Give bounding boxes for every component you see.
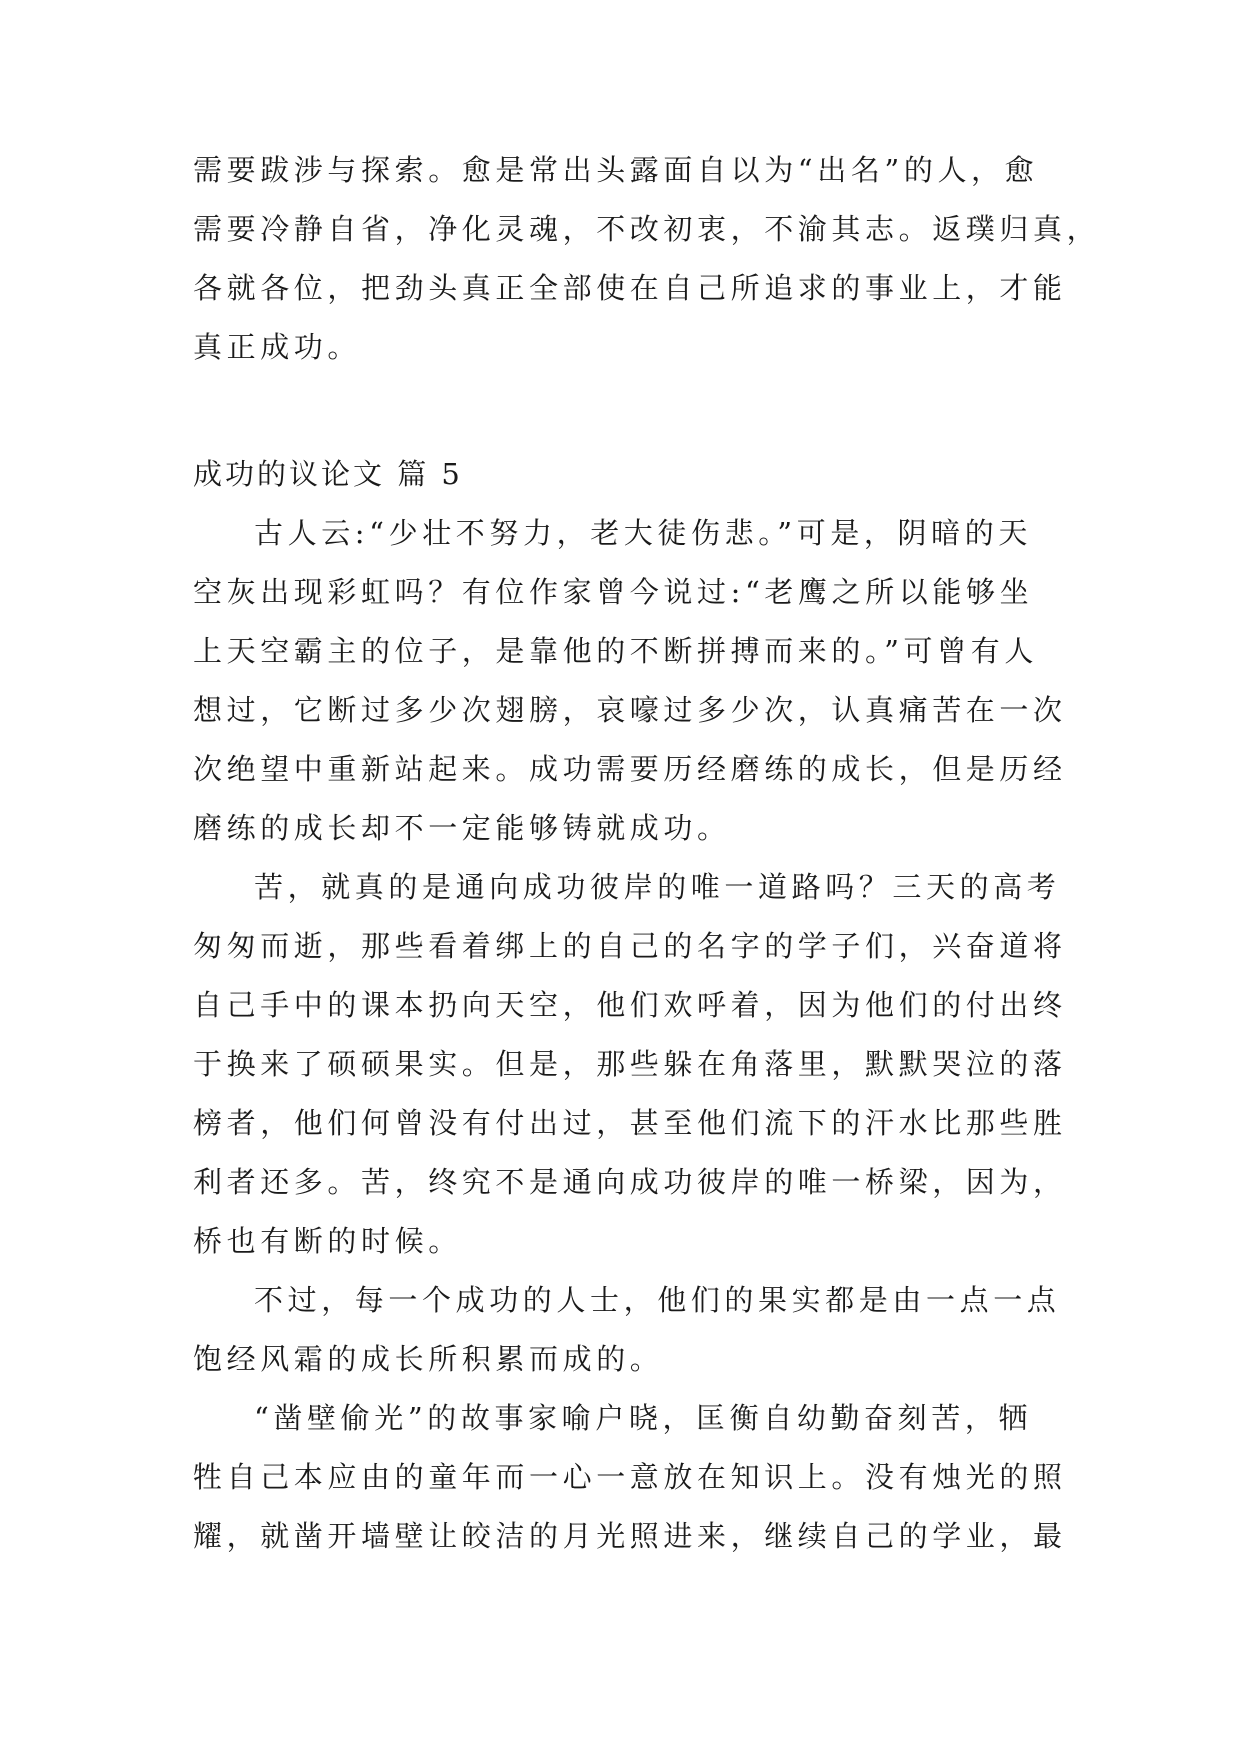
paragraph-line: 桥也有断的时候。 bbox=[193, 1224, 462, 1258]
paragraph-line: 需要冷静自省，净化灵魂，不改初衷，不渝其志。返璞归真， bbox=[193, 212, 1101, 246]
paragraph-line: 各就各位，把劲头真正全部使在自己所追求的事业上，才能 bbox=[193, 271, 1067, 305]
paragraph-line: 利者还多。苦，终究不是通向成功彼岸的唯一桥梁，因为， bbox=[193, 1165, 1067, 1199]
paragraph-line: 需要跋涉与探索。愈是常出头露面自以为“出名”的人，愈 bbox=[193, 153, 1039, 187]
paragraph-line: 饱经风霜的成长所积累而成的。 bbox=[193, 1342, 664, 1376]
paragraph-line: 次绝望中重新站起来。成功需要历经磨练的成长，但是历经 bbox=[193, 752, 1067, 786]
paragraph-line: 苦，就真的是通向成功彼岸的唯一道路吗？三天的高考 bbox=[254, 870, 1061, 904]
paragraph-line: 真正成功。 bbox=[193, 330, 362, 364]
paragraph-line: 空灰出现彩虹吗？有位作家曾今说过:“老鹰之所以能够坐 bbox=[193, 575, 1034, 609]
paragraph-line: 自己手中的课本扔向天空，他们欢呼着，因为他们的付出终 bbox=[193, 988, 1067, 1022]
paragraph-line: 榜者，他们何曾没有付出过，甚至他们流下的汗水比那些胜 bbox=[193, 1106, 1067, 1140]
paragraph-line: 牲自己本应由的童年而一心一意放在知识上。没有烛光的照 bbox=[193, 1460, 1067, 1494]
section-heading: 成功的议论文 篇 5 bbox=[193, 457, 463, 491]
paragraph-line: 上天空霸主的位子，是靠他的不断拼搏而来的。”可曾有人 bbox=[193, 634, 1038, 668]
paragraph-line: “凿壁偷光”的故事家喻户晓，匡衡自幼勤奋刻苦，牺 bbox=[254, 1401, 1033, 1435]
paragraph-line: 磨练的成长却不一定能够铸就成功。 bbox=[193, 811, 731, 845]
paragraph-line: 匆匆而逝，那些看着绑上的自己的名字的学子们，兴奋道将 bbox=[193, 929, 1067, 963]
paragraph-line: 于换来了硕硕果实。但是，那些躲在角落里，默默哭泣的落 bbox=[193, 1047, 1067, 1081]
paragraph-line: 不过，每一个成功的人士，他们的果实都是由一点一点 bbox=[254, 1283, 1061, 1317]
paragraph-line: 想过，它断过多少次翅膀，哀嚎过多少次，认真痛苦在一次 bbox=[193, 693, 1067, 727]
paragraph-line: 耀，就凿开墙壁让皎洁的月光照进来，继续自己的学业，最 bbox=[193, 1519, 1067, 1553]
paragraph-line: 古人云:“少壮不努力，老大徒伤悲。”可是，阴暗的天 bbox=[254, 516, 1032, 550]
